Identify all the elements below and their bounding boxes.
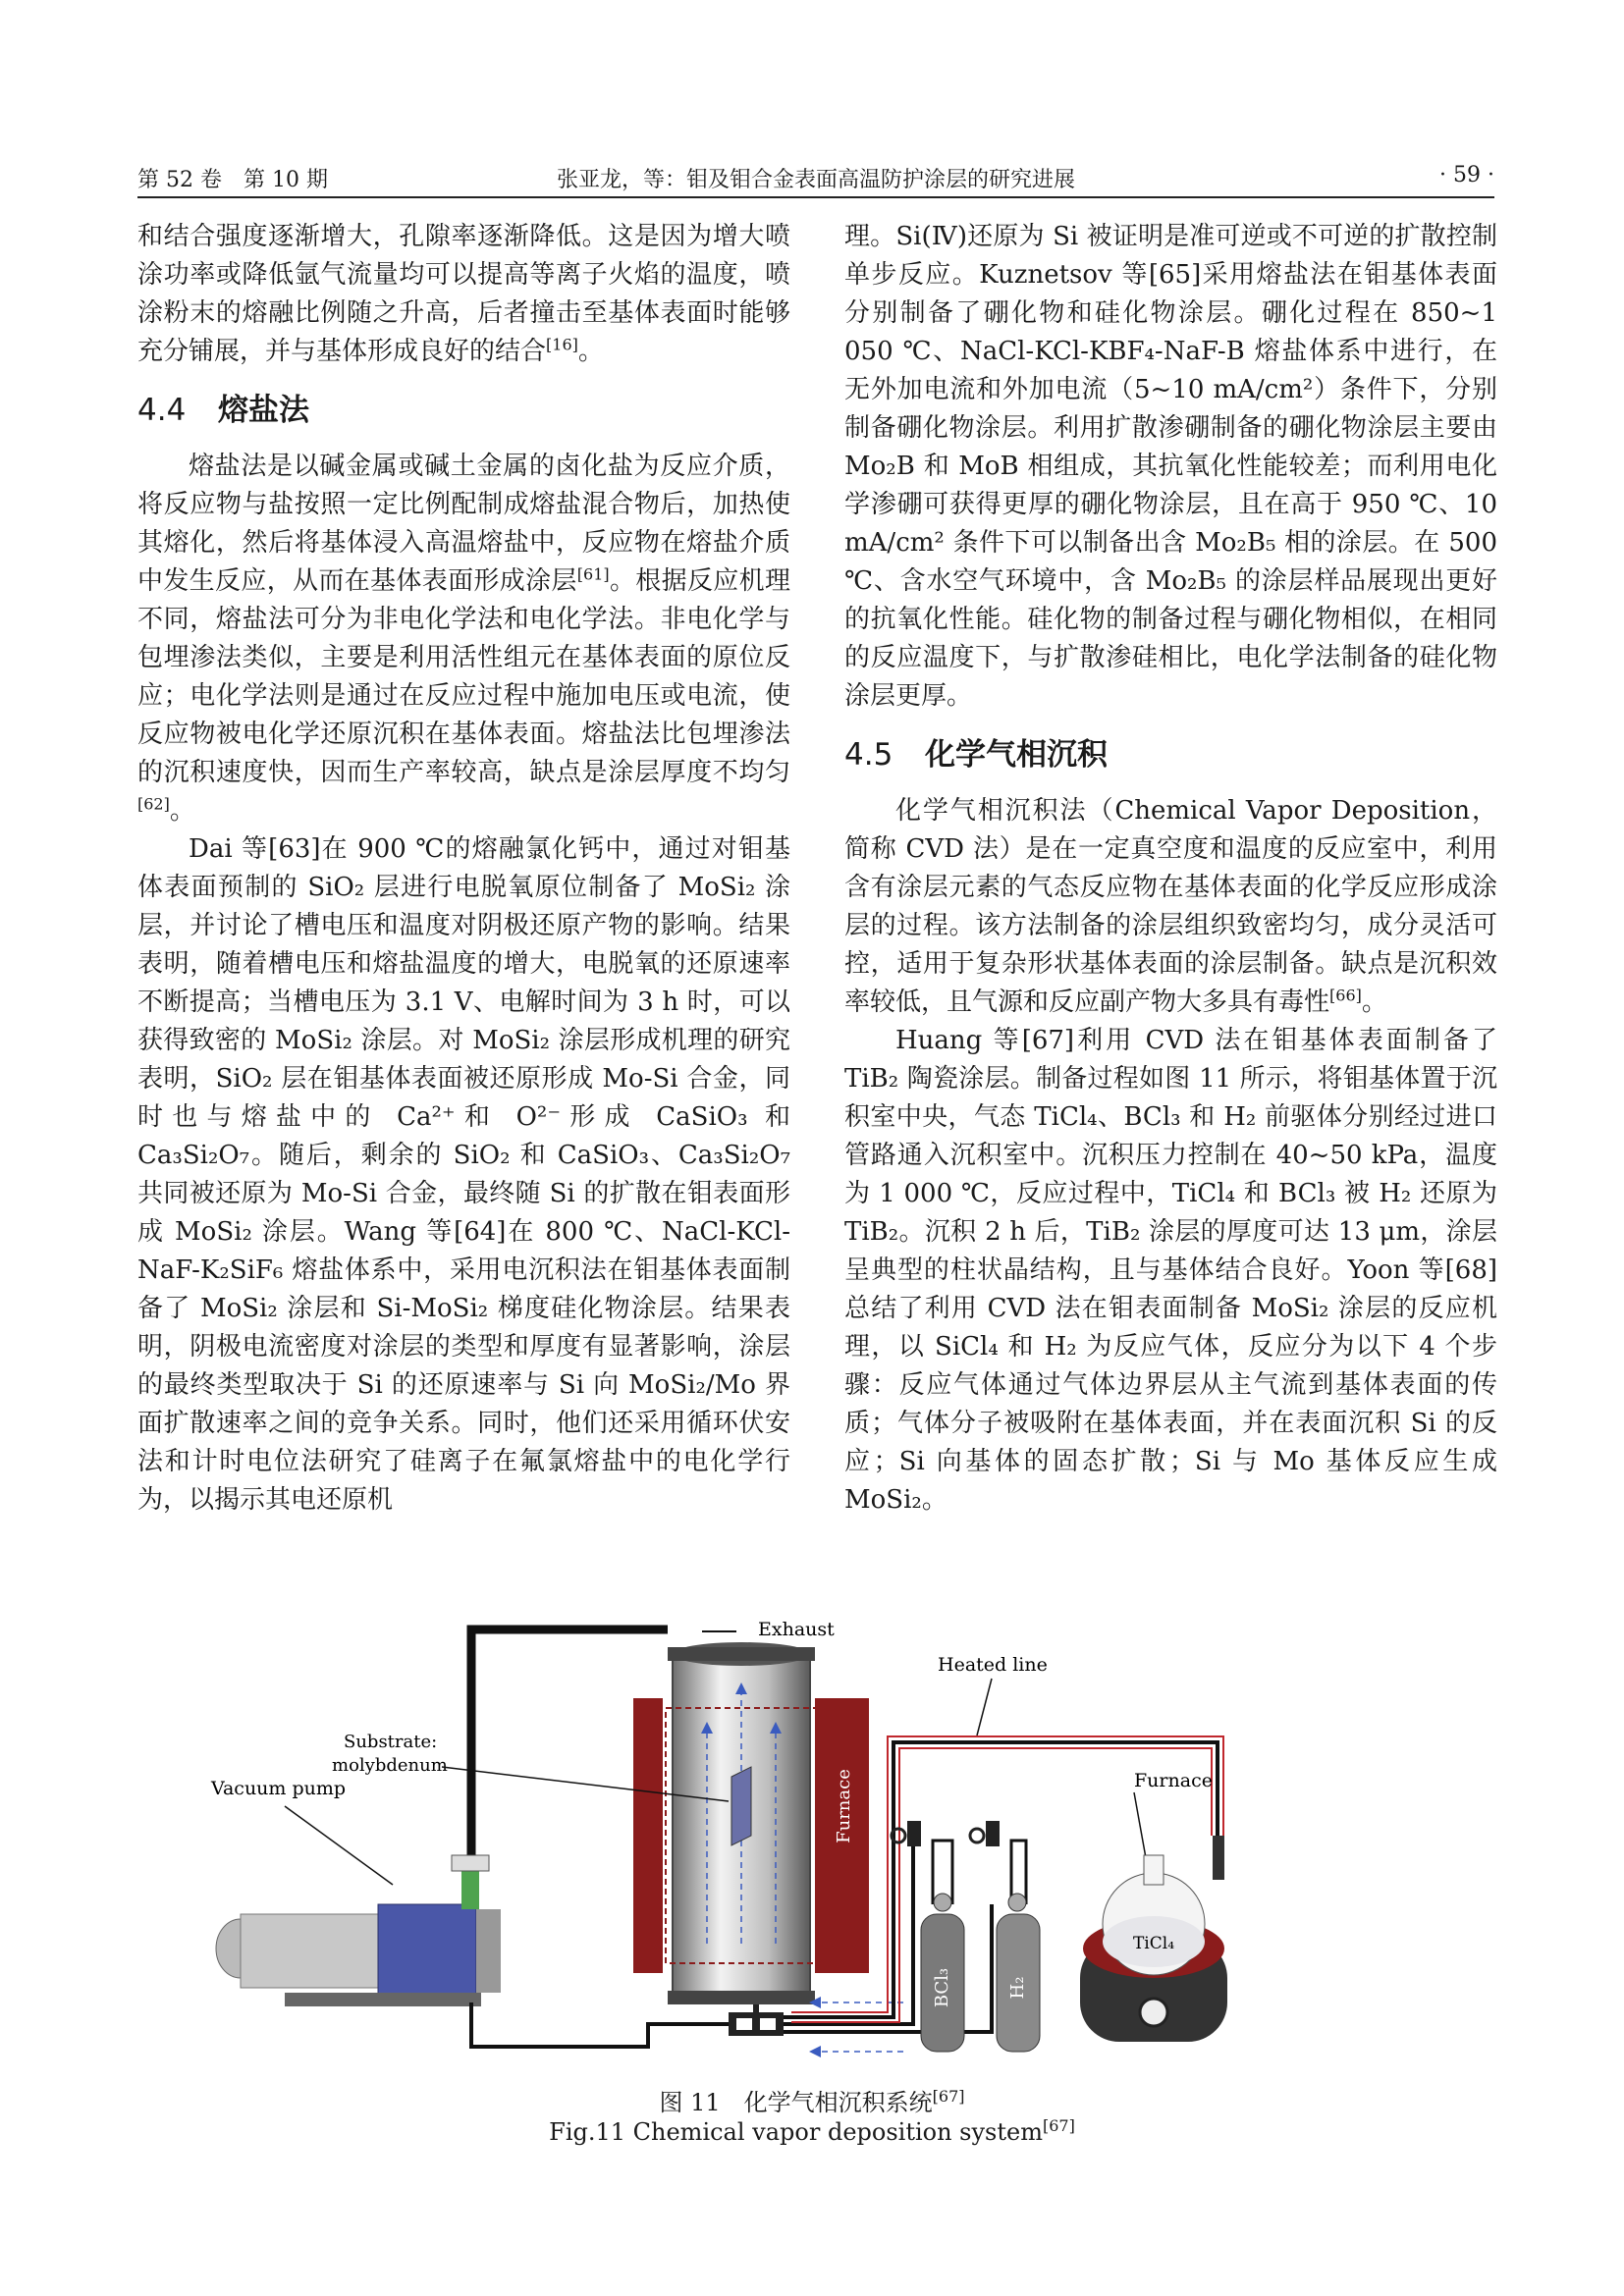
label-heated-line: Heated line (938, 1654, 1048, 1676)
figure-caption-cn: 图 11 化学气相沉积系统[67] (659, 2087, 965, 2116)
label-vacuum-pump: Vacuum pump (211, 1778, 347, 1799)
furnace-left (633, 1698, 663, 1973)
header-rule (137, 196, 1494, 198)
paragraph: 和结合强度逐渐增大，孔隙率逐渐降低。这是因为增大喷涂功率或降低氩气流量均可以提高等离子火焰的温度，喷涂粉末的熔融比例随之升高，后者撞击至基体表面时能够充分铺展，并与基体形成良好的结合[16]。 (137, 222, 790, 366)
cvd-system-figure (211, 1610, 1532, 2061)
page-number: · 59 · (1439, 163, 1494, 187)
label-substrate-1: Substrate: (344, 1732, 438, 1752)
label-exhaust: Exhaust (758, 1619, 835, 1640)
label-substrate-2: molybdenum (332, 1755, 448, 1776)
paragraph: Dai 等[63]在 900 ℃的熔融氯化钙中，通过对钼基体表面预制的 SiO₂ 层进行电脱氧原位制备了 MoSi₂ 涂层，并讨论了槽电压和温度对阴极还原产物的影响。结果表明，随着槽电压和熔盐温度的增大，电脱氧的还原速率不断提高；当槽电压为 3.1 V、电解时间为 3 h 时，可以获得致密的 MoSi₂ 涂层。对 MoSi₂ 涂层形成机理的研究表明，SiO₂ 层在钼基体表面被还原形成 Mo-Si 合金，同时也与熔盐中的 Ca²⁺和 O²⁻形成 CaSiO₃ 和 Ca₃Si₂O₇。随后，剩余的 SiO₂ 和 CaSiO₃、Ca₃Si₂O₇ 共同被还原为 Mo-Si 合金，最终随 Si 的扩散在钼表面形成 MoSi₂ 涂层。Wang 等[64]在 800 ℃、NaCl-KCl-NaF-K₂SiF₆ 熔盐体系中，采用电沉积法在钼基体表面制备了 MoSi₂ 涂层和 Si-MoSi₂ 梯度硅化物涂层。结果表明，阴极电流密度对涂层的类型和厚度有显著影响，涂层的最终类型取决于 Si 的还原速率与 Si 向 MoSi₂/Mo 界面扩散速率之间的竞争关系。同时，他们还采用循环伏安法和计时电位法研究了硅离子在氟氯熔盐中的电化学行为，以揭示其电还原机 (137, 834, 790, 1515)
paragraph: 理。Si(Ⅳ)还原为 Si 被证明是准可逆或不可逆的扩散控制单步反应。Kuznetsov 等[65]采用熔盐法在钼基体表面分别制备了硼化物和硅化物涂层。硼化过程在 850~1 050 ℃、NaCl-KCl-KBF₄-NaF-B 熔盐体系中进行，在无外加电流和外加电流（5~10 mA/cm²）条件下，分别制备硼化物涂层。利用扩散渗硼制备的硼化物涂层主要由 Mo₂B 和 MoB 相组成，其抗氧化性能较差；而利用电化学渗硼可获得更厚的硼化物涂层，且在高于 950 ℃、10 mA/cm² 条件下可以制备出含 Mo₂B₅ 相的涂层。在 500 ℃、含水空气环境中，含 Mo₂B₅ 的涂层样品展现出更好的抗氧化性能。硅化物的制备过程与硼化物相似，在相同的反应温度下，与扩散渗硅相比，电化学法制备的硅化物涂层更厚。 (844, 222, 1497, 711)
label-bcl3: BCl₃ (932, 1967, 952, 2008)
right-column (844, 218, 1497, 1520)
paragraph: 熔盐法是以碱金属或碱土金属的卤化盐为反应介质，将反应物与盐按照一定比例配制成熔盐混合物后，加热使其熔化，然后将基体浸入高温熔盐中，反应物在熔盐介质中发生反应，从而在基体表面形成涂层[61]。根据反应机理不同，熔盐法可分为非电化学法和电化学法。非电化学与包埋渗法类似，主要是利用活性组元在基体表面的原位反应；电化学法则是通过在反应过程中施加电压或电流，使反应物被电化学还原沉积在基体表面。熔盐法比包埋渗法的沉积速度快，因而生产率较高，缺点是涂层厚度不均匀[62]。 (137, 452, 790, 826)
label-ticl4: TiCl₄ (1132, 1934, 1175, 1953)
h2-cylinder (997, 1841, 1040, 2052)
label-furnace-vertical: Furnace (834, 1769, 854, 1843)
paragraph: Huang 等[67]利用 CVD 法在钼基体表面制备了 TiB₂ 陶瓷涂层。制备过程如图 11 所示，将钼基体置于沉积室中央，气态 TiCl₄、BCl₃ 和 H₂ 前驱体分别经过进口管路通入沉积室中。沉积压力控制在 40~50 kPa，温度为 1 000 ℃，反应过程中，TiCl₄ 和 BCl₃ 被 H₂ 还原为 TiB₂。沉积 2 h 后，TiB₂ 涂层的厚度可达 13 μm，涂层呈典型的柱状晶结构，且与基体结合良好。Yoon 等[68]总结了利用 CVD 法在钼表面制备 MoSi₂ 涂层的反应机理，以 SiCl₄ 和 H₂ 为反应气体，反应分为以下 4 个步骤：反应气体通过气体边界层从主气流到基体表面的传质；气体分子被吸附在基体表面，并在表面沉积 Si 的反应；Si 向基体的固态扩散；Si 与 Mo 基体反应生成 MoSi₂。 (844, 1026, 1497, 1515)
ticl4-bubbler (1080, 1836, 1227, 2042)
section-heading-4-5: 4.5 化学气相沉积 (844, 737, 1108, 773)
running-header (137, 157, 1494, 196)
label-h2: H₂ (1007, 1976, 1028, 2000)
left-column (137, 218, 790, 1520)
running-title: 张亚龙，等：钼及钼合金表面高温防护涂层的研究进展 (556, 168, 1075, 192)
paragraph: 化学气相沉积法（Chemical Vapor Deposition，简称 CVD 法）是在一定真空度和温度的反应室中，利用含有涂层元素的气态反应物在基体表面的化学反应形成涂层的过程。该方法制备的涂层组织致密均匀，成分灵活可控，适用于复杂形状基体表面的涂层制备。缺点是沉积效率较低，且气源和反应副产物大多具有毒性[66]。 (844, 796, 1497, 1017)
section-heading-4-4: 4.4 熔盐法 (137, 393, 309, 428)
bcl3-cylinder (921, 1841, 964, 2052)
substrate-molybdenum (731, 1767, 751, 1845)
vacuum-pump (216, 1855, 501, 2006)
label-furnace-right: Furnace (1134, 1770, 1213, 1791)
figure-caption-en: Fig.11 Chemical vapor deposition system[67] (549, 2116, 1075, 2146)
volume-issue: 第 52 卷 第 10 期 (137, 168, 328, 192)
